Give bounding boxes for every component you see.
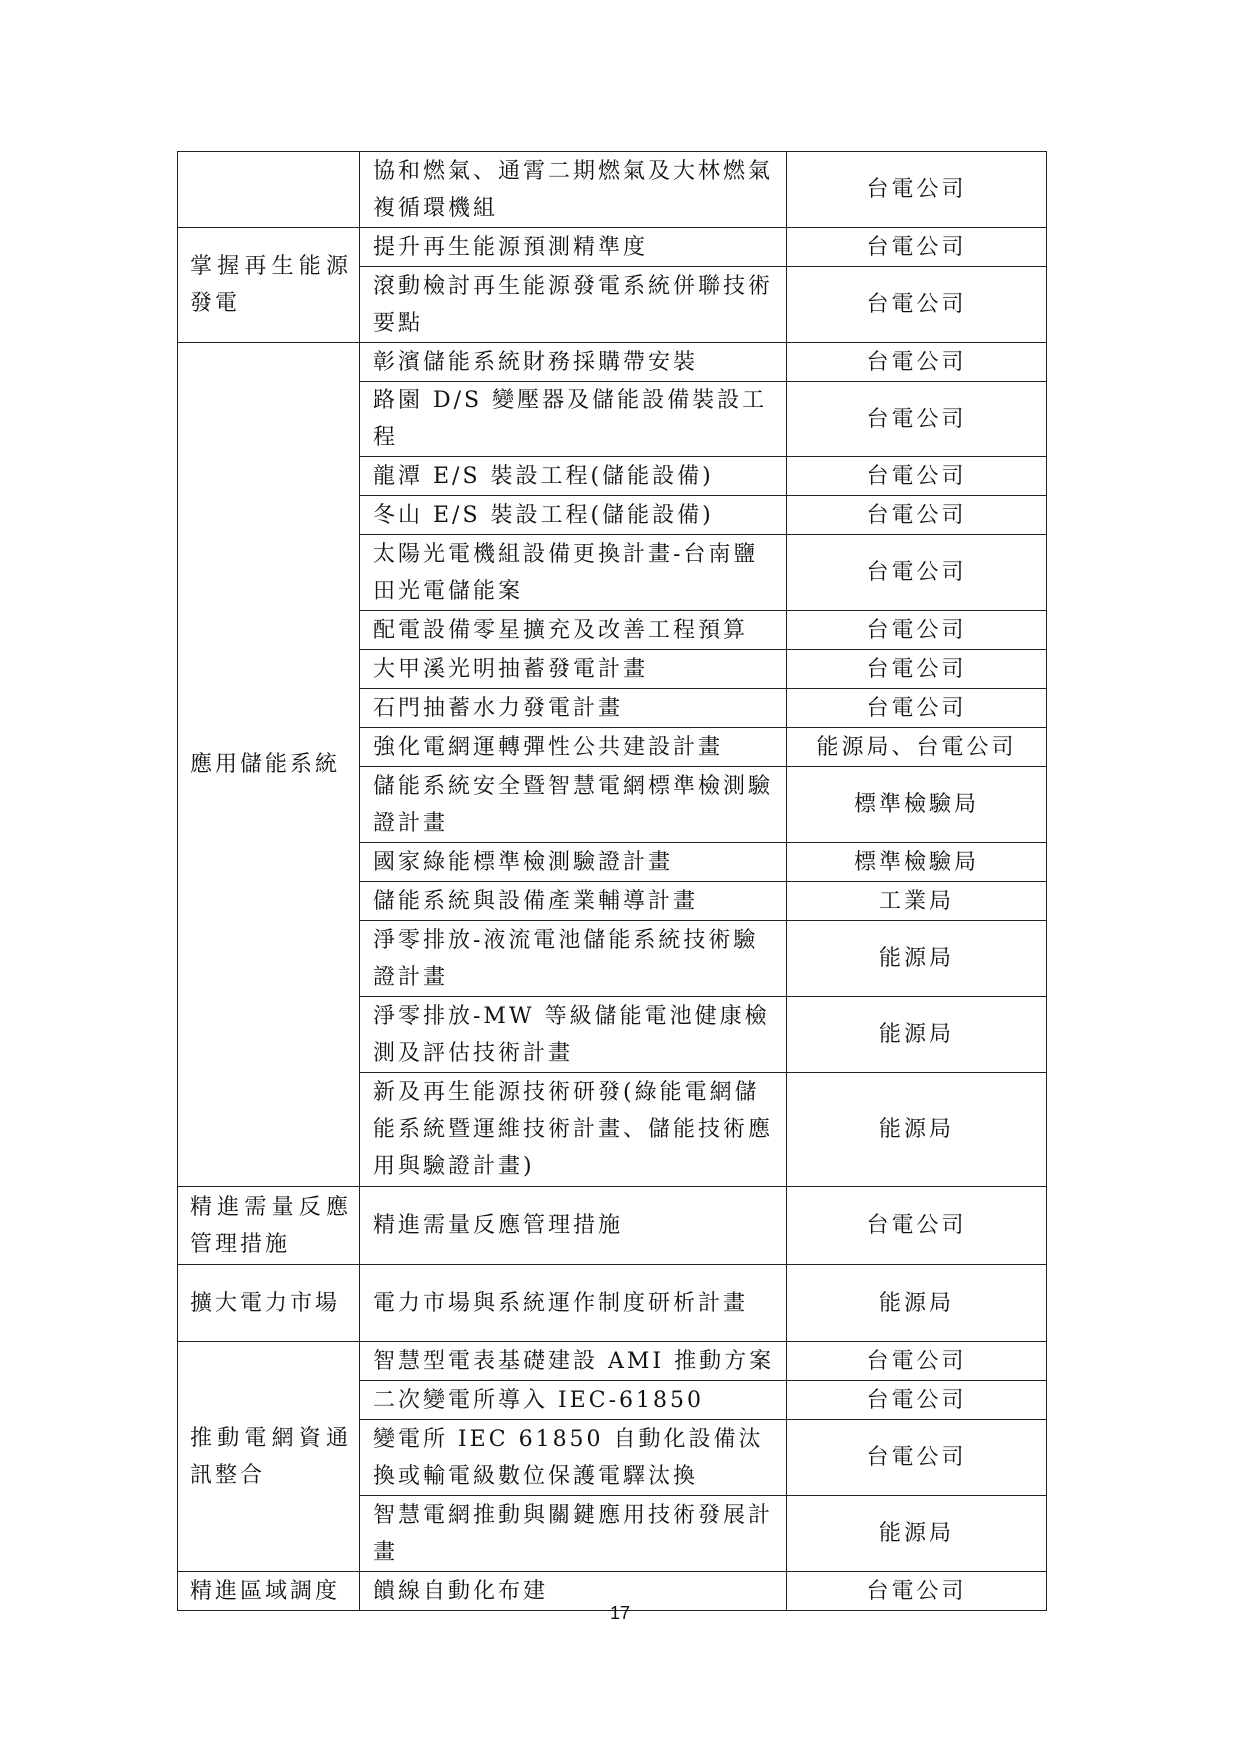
item-cell: 智慧型電表基礎建設 AMI 推動方案 bbox=[360, 1342, 787, 1381]
unit-cell: 台電公司 bbox=[787, 496, 1047, 535]
item-cell: 儲能系統安全暨智慧電網標準檢測驗證計畫 bbox=[360, 767, 787, 843]
item-cell: 電力市場與系統運作制度研析計畫 bbox=[360, 1265, 787, 1342]
page-number: 17 bbox=[609, 1603, 631, 1623]
item-cell: 石門抽蓄水力發電計畫 bbox=[360, 689, 787, 728]
item-cell: 大甲溪光明抽蓄發電計畫 bbox=[360, 650, 787, 689]
item-cell: 太陽光電機組設備更換計畫-台南鹽田光電儲能案 bbox=[360, 535, 787, 611]
item-cell: 儲能系統與設備產業輔導計畫 bbox=[360, 882, 787, 921]
unit-cell: 能源局 bbox=[787, 1496, 1047, 1572]
table-row bbox=[178, 1342, 1047, 1381]
unit-cell: 台電公司 bbox=[787, 457, 1047, 496]
unit-cell: 台電公司 bbox=[787, 650, 1047, 689]
unit-cell: 能源局 bbox=[787, 921, 1047, 997]
item-cell: 變電所 IEC 61850 自動化設備汰換或輸電級數位保護電驛汰換 bbox=[360, 1420, 787, 1496]
unit-cell: 台電公司 bbox=[787, 1342, 1047, 1381]
unit-cell: 台電公司 bbox=[787, 382, 1047, 457]
item-cell: 配電設備零星擴充及改善工程預算 bbox=[360, 611, 787, 650]
unit-cell: 能源局 bbox=[787, 1073, 1047, 1187]
plan-table bbox=[177, 151, 1047, 1611]
category-cell: 應用儲能系統 bbox=[178, 343, 360, 1187]
table-row bbox=[178, 343, 1047, 382]
item-cell: 強化電網運轉彈性公共建設計畫 bbox=[360, 728, 787, 767]
item-cell: 二次變電所導入 IEC-61850 bbox=[360, 1381, 787, 1420]
category-cell bbox=[178, 152, 360, 228]
item-cell: 彰濱儲能系統財務採購帶安裝 bbox=[360, 343, 787, 382]
item-cell: 龍潭 E/S 裝設工程(儲能設備) bbox=[360, 457, 787, 496]
item-cell: 路園 D/S 變壓器及儲能設備裝設工程 bbox=[360, 382, 787, 457]
unit-cell: 台電公司 bbox=[787, 611, 1047, 650]
table-row bbox=[178, 228, 1047, 267]
table-row bbox=[178, 152, 1047, 228]
unit-cell: 能源局 bbox=[787, 997, 1047, 1073]
item-cell: 提升再生能源預測精準度 bbox=[360, 228, 787, 267]
category-cell: 精進需量反應管理措施 bbox=[178, 1187, 360, 1265]
unit-cell: 台電公司 bbox=[787, 228, 1047, 267]
table-row bbox=[178, 1265, 1047, 1342]
unit-cell: 標準檢驗局 bbox=[787, 843, 1047, 882]
category-cell: 精進區域調度 bbox=[178, 1572, 360, 1611]
unit-cell: 能源局、台電公司 bbox=[787, 728, 1047, 767]
unit-cell: 台電公司 bbox=[787, 689, 1047, 728]
unit-cell: 台電公司 bbox=[787, 1187, 1047, 1265]
unit-cell: 台電公司 bbox=[787, 1381, 1047, 1420]
item-cell: 饋線自動化布建 bbox=[360, 1572, 787, 1611]
unit-cell: 台電公司 bbox=[787, 152, 1047, 228]
unit-cell: 台電公司 bbox=[787, 1420, 1047, 1496]
unit-cell: 台電公司 bbox=[787, 1572, 1047, 1611]
unit-cell: 台電公司 bbox=[787, 343, 1047, 382]
item-cell: 國家綠能標準檢測驗證計畫 bbox=[360, 843, 787, 882]
item-cell: 智慧電網推動與關鍵應用技術發展計畫 bbox=[360, 1496, 787, 1572]
unit-cell: 台電公司 bbox=[787, 267, 1047, 343]
unit-cell: 台電公司 bbox=[787, 535, 1047, 611]
category-cell: 掌握再生能源發電 bbox=[178, 228, 360, 343]
item-cell: 淨零排放-液流電池儲能系統技術驗證計畫 bbox=[360, 921, 787, 997]
item-cell: 淨零排放-MW 等級儲能電池健康檢測及評估技術計畫 bbox=[360, 997, 787, 1073]
item-cell: 協和燃氣、通霄二期燃氣及大林燃氣複循環機組 bbox=[360, 152, 787, 228]
table-row bbox=[178, 1187, 1047, 1265]
unit-cell: 標準檢驗局 bbox=[787, 767, 1047, 843]
unit-cell: 能源局 bbox=[787, 1265, 1047, 1342]
item-cell: 新及再生能源技術研發(綠能電網儲能系統暨運維技術計畫、儲能技術應用與驗證計畫) bbox=[360, 1073, 787, 1187]
item-cell: 冬山 E/S 裝設工程(儲能設備) bbox=[360, 496, 787, 535]
item-cell: 滾動檢討再生能源發電系統併聯技術要點 bbox=[360, 267, 787, 343]
category-cell: 擴大電力市場 bbox=[178, 1265, 360, 1342]
item-cell: 精進需量反應管理措施 bbox=[360, 1187, 787, 1265]
category-cell: 推動電網資通訊整合 bbox=[178, 1342, 360, 1572]
unit-cell: 工業局 bbox=[787, 882, 1047, 921]
